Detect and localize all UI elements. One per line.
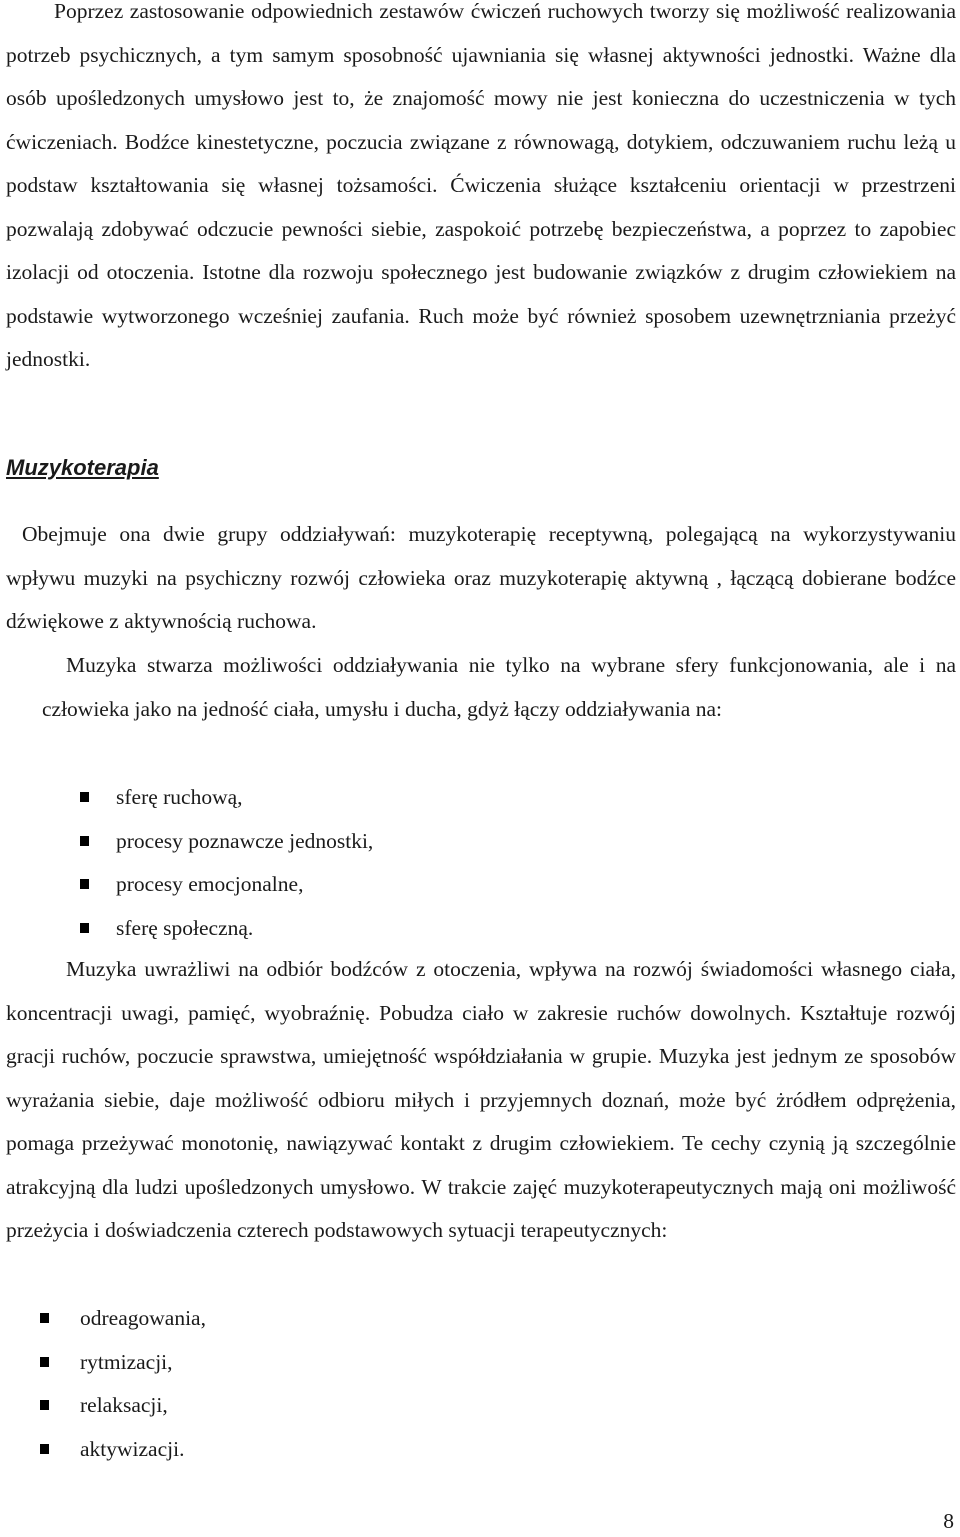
square-bullet-icon <box>40 1444 49 1454</box>
list-item-text: odreagowania, <box>80 1306 206 1330</box>
paragraph-text: Obejmuje ona dwie grupy oddziaływań: muzykoterapię receptywną, polegającą na wykorzystywaniu wpływu muzyki na psychiczny rozwój człowieka oraz muzykoterapię aktywną , łączącą dobierane bodźce dźwiękowe z aktywnością ruchowa. <box>6 522 956 633</box>
list-item-text: procesy poznawcze jednostki, <box>116 828 374 853</box>
list-item <box>80 907 373 951</box>
influence-list <box>80 776 373 950</box>
paragraph-music-possibilities <box>42 644 956 731</box>
paragraph-text: Poprzez zastosowanie odpowiednich zestawów ćwiczeń ruchowych tworzy się możliwość realizowania potrzeb psychicznych, a tym samym sposobność ujawniania się własnej aktywności jednostki. Ważne dla osób upośledzonych umysłowo jest to, że znajomość mowy nie jest konieczna do uczestniczenia w tych ćwiczeniach. Bodźce kinestetyczne, poczucia związane z równowagą, dotykiem, odczuwaniem ruchu leżą u podstaw kształtowania się własnej tożsamości. Ćwiczenia służące kształceniu orientacji w przestrzeni pozwalają zdobywać odczucie pewności siebie, zaspokoić potrzebę bezpieczeństwa, a poprzez to zapobiec izolacji od otoczenia. Istotne dla rozwoju społecznego jest budowanie związków z drugim człowiekiem na podstawie wytworzonego wcześniej zaufania. Ruch może być również sposobem uzewnętrzniania przeżyć jednostki. <box>6 0 956 371</box>
list-item <box>40 1428 206 1472</box>
list-item <box>40 1297 206 1341</box>
list-item-text: sferę ruchową, <box>116 785 243 809</box>
list-item-text: aktywizacji. <box>80 1436 185 1461</box>
paragraph-music-therapy-groups <box>6 513 956 644</box>
list-item-text: sferę społeczną. <box>116 915 254 940</box>
paragraph-text: Muzyka stwarza możliwości oddziaływania nie tylko na wybrane sfery funkcjonowania, ale i na człowieka jako na jedność ciała, umysłu i ducha, gdyż łączy oddziaływania na: <box>42 653 956 721</box>
square-bullet-icon <box>80 923 89 933</box>
list-item-text: relaksacji, <box>80 1393 168 1417</box>
square-bullet-icon <box>80 836 89 846</box>
list-item-text: rytmizacji, <box>80 1349 173 1374</box>
paragraph-movement-exercises <box>6 0 956 382</box>
list-item <box>40 1384 206 1428</box>
square-bullet-icon <box>80 879 89 889</box>
page-number: 8 <box>943 1509 954 1533</box>
paragraph-text: Muzyka uwrażliwi na odbiór bodźców z otoczenia, wpływa na rozwój świadomości własnego ciała, koncentracji uwagi, pamięć, wyobraźnię. Pobudza ciało w zakresie ruchów dowolnych. Kształtuje rozwój gracji ruchów, poczucie sprawstwa, umiejętność współdziałania w grupie. Muzyka jest jednym ze sposobów wyrażania siebie, daje możliwość odbioru miłych i przyjemnych doznań, może być żródłem odprężenia, pomaga przeżywać monotonię, nawiązywać kontakt z drugim człowiekiem. Te cechy czynią ją szczególnie atrakcyjną dla ludzi upośledzonych umysłowo. W trakcie zajęć muzykoterapeutycznych mają oni możliwość przeżycia i doświadczenia czterech podstawowych sytuacji terapeutycznych: <box>6 957 956 1242</box>
square-bullet-icon <box>40 1313 49 1323</box>
list-item <box>80 776 373 820</box>
paragraph-music-sensitizes <box>6 948 956 1253</box>
square-bullet-icon <box>40 1400 49 1410</box>
list-item <box>40 1341 206 1385</box>
therapeutic-situations-list <box>40 1297 206 1471</box>
list-item <box>80 820 373 864</box>
square-bullet-icon <box>80 792 89 802</box>
list-item-text: procesy emocjonalne, <box>116 872 304 896</box>
section-heading: Muzykoterapia <box>6 455 159 480</box>
list-item <box>80 863 373 907</box>
square-bullet-icon <box>40 1357 49 1367</box>
